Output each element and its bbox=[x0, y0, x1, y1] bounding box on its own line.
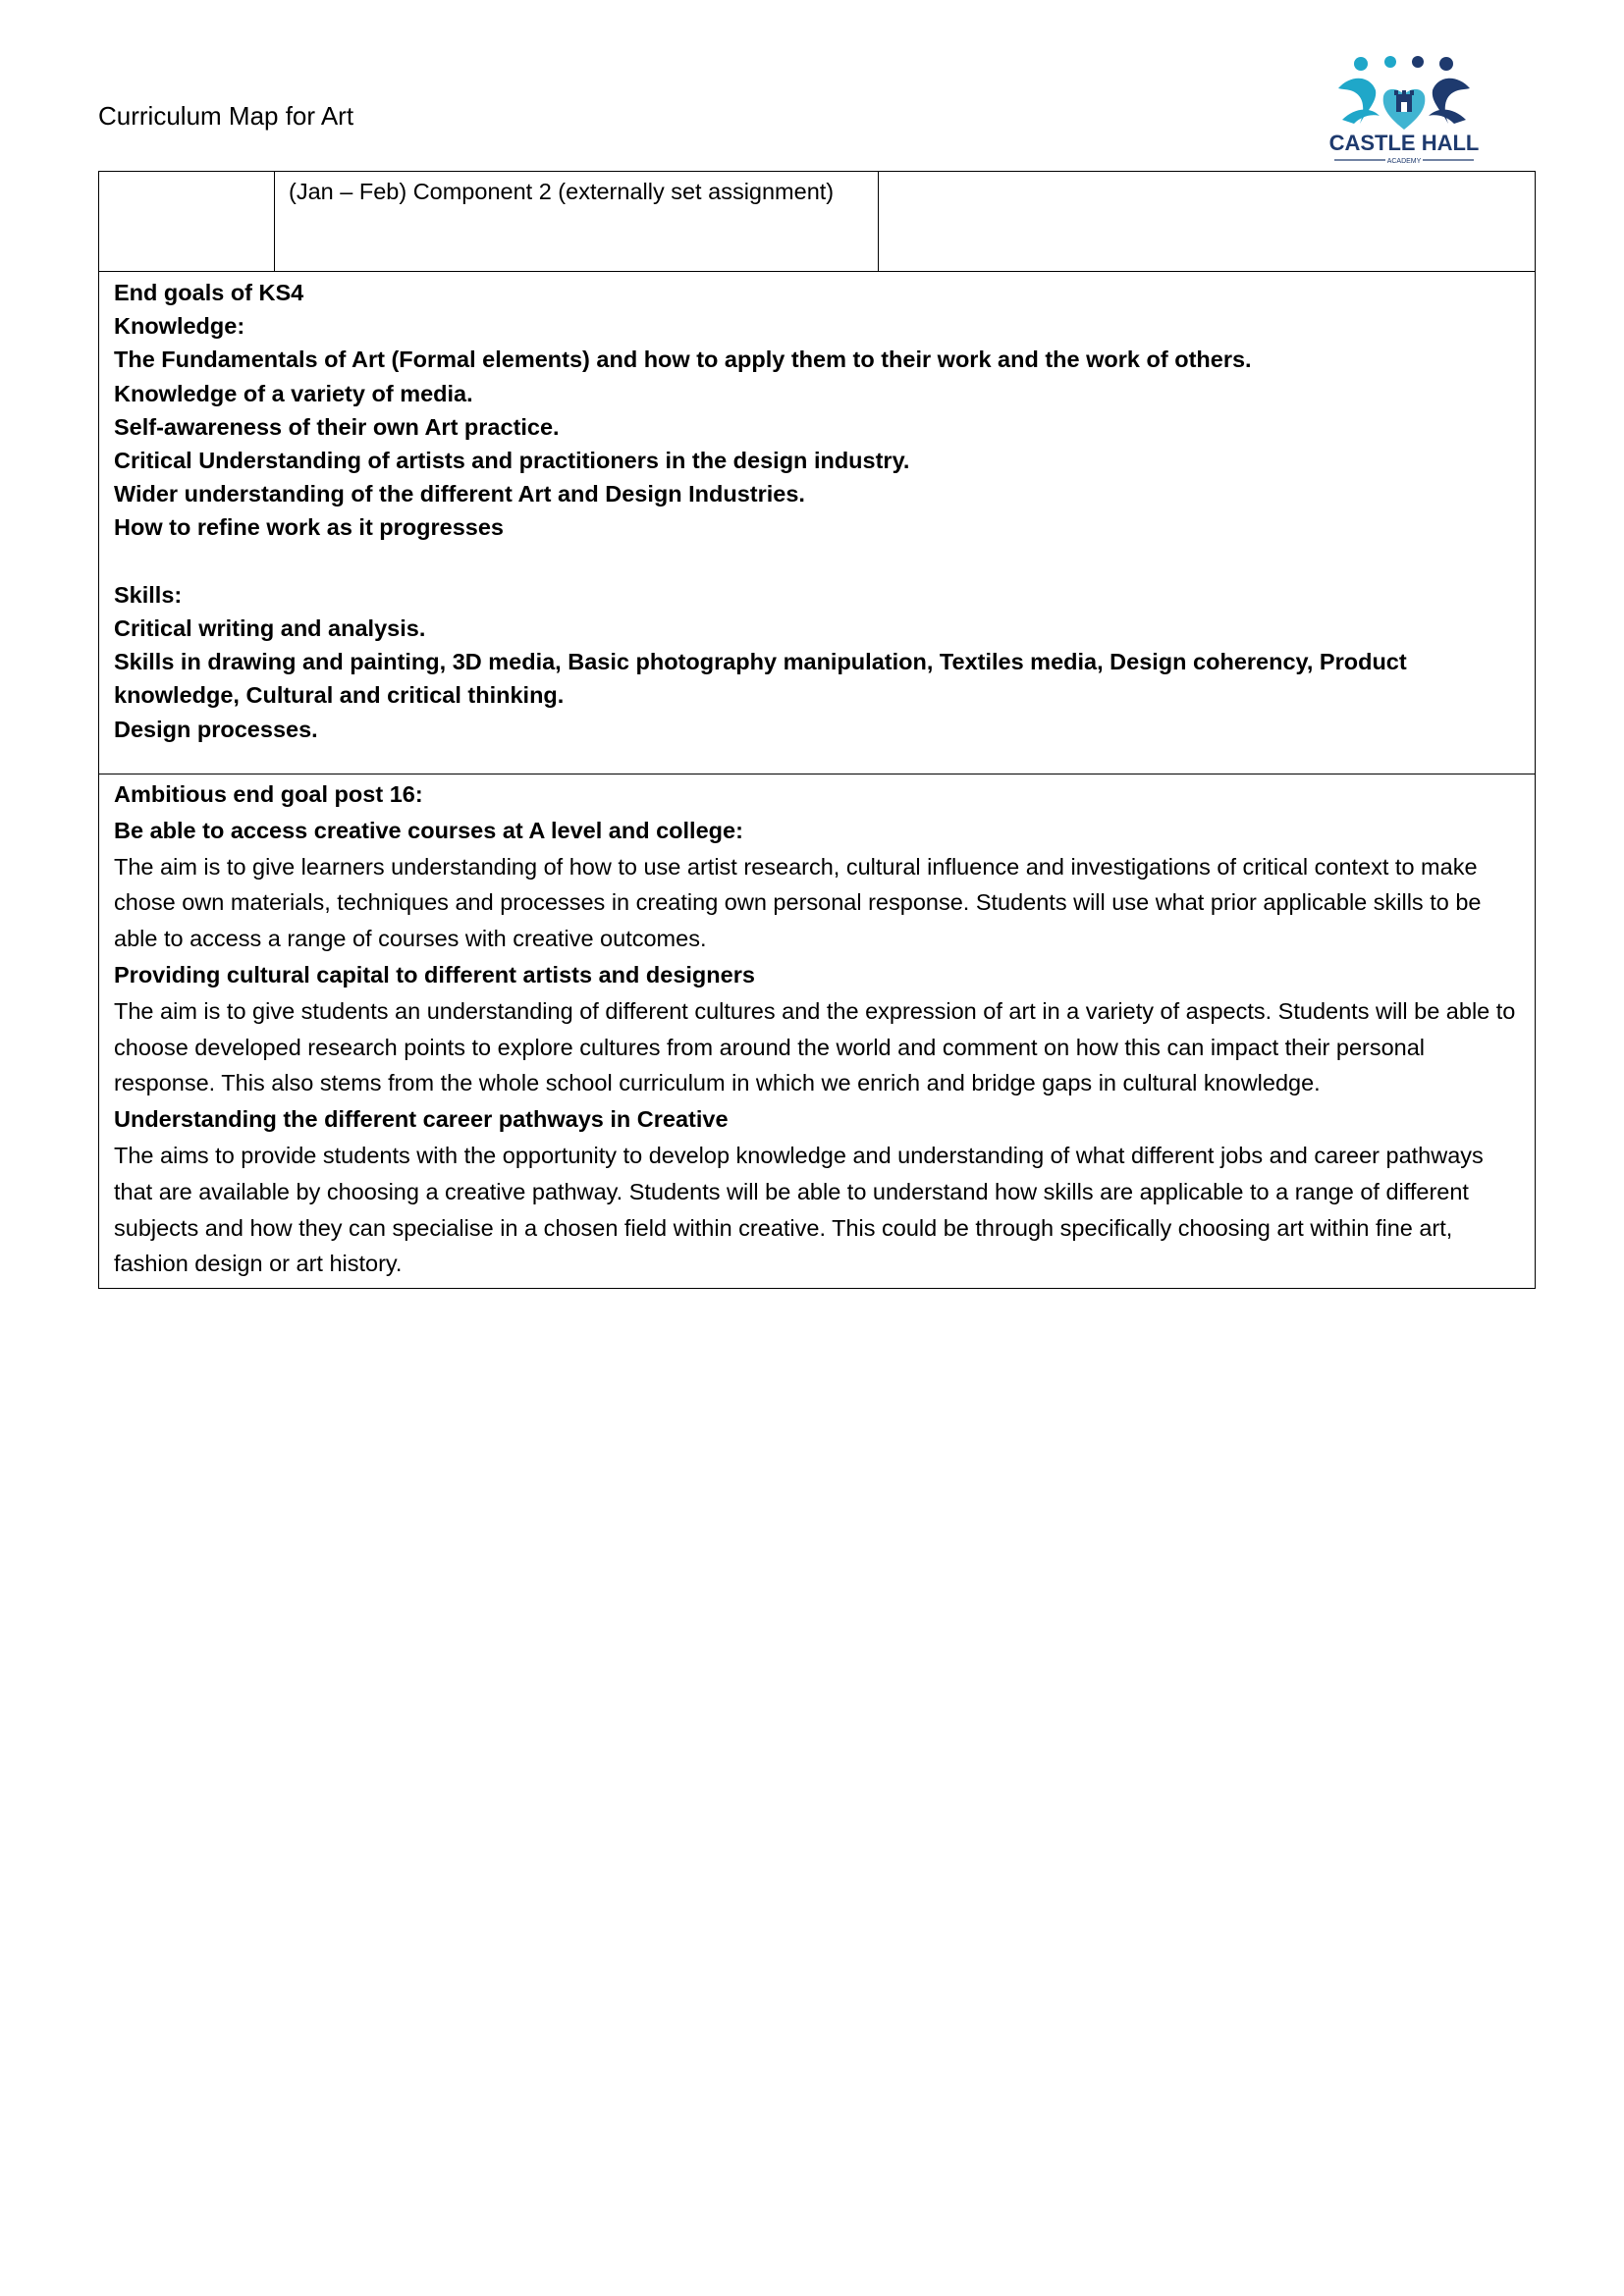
logo-text: CASTLE HALL bbox=[1328, 131, 1480, 155]
section-paragraph: The aim is to give students an understanding of different cultures and the expression of art in a variety of aspects. Students will be able to choose developed research points to explore cultures from around the world and comment on how this can impact their personal response. This also stems from the whole school curriculum in which we enrich and bridge gaps in cultural knowledge. bbox=[114, 997, 1516, 1096]
end-goals-section bbox=[99, 272, 1535, 774]
spacer bbox=[114, 545, 1521, 578]
knowledge-item: The Fundamentals of Art (Formal elements) and how to apply them to their work and the work of others. bbox=[114, 347, 1252, 373]
skills-item: Design processes. bbox=[114, 716, 318, 742]
knowledge-item: Self-awareness of their own Art practice. bbox=[114, 413, 560, 440]
knowledge-item: Critical Understanding of artists and practitioners in the design industry. bbox=[114, 448, 910, 474]
skills-item: Critical writing and analysis. bbox=[114, 615, 426, 642]
top-row-cell-3 bbox=[879, 172, 1535, 271]
knowledge-item: Wider understanding of the different Art and Design Industries. bbox=[114, 481, 805, 507]
section-heading: Understanding the different career pathways in Creative bbox=[114, 1106, 729, 1133]
knowledge-item: How to refine work as it progresses bbox=[114, 514, 504, 541]
castle-hall-logo bbox=[1321, 51, 1488, 167]
table-row-top bbox=[99, 172, 1535, 272]
top-row-cell-2: (Jan – Feb) Component 2 (externally set assignment) bbox=[275, 172, 879, 271]
page-title: Curriculum Map for Art bbox=[98, 101, 354, 131]
section-heading: Be able to access creative courses at A level and college: bbox=[114, 817, 743, 843]
curriculum-table bbox=[98, 171, 1536, 1289]
skills-item: Skills in drawing and painting, 3D media, Basic photography manipulation, Textiles media, Design coherency, Product knowledge, Cultural and critical thinking. bbox=[114, 649, 1407, 709]
section-heading: Providing cultural capital to different artists and designers bbox=[114, 961, 755, 988]
end-goals-title: End goals of KS4 bbox=[114, 280, 304, 305]
ambitious-title: Ambitious end goal post 16: bbox=[114, 781, 423, 807]
section-paragraph: The aims to provide students with the opportunity to develop knowledge and understanding of what different jobs and career pathways that are available by choosing a creative pathway. Students will be able to understand how skills are applicable to a range of different subjects and how they can specialise in a chosen field within creative. This could be through specifically choosing art within fine art, fashion design or art history. bbox=[114, 1142, 1484, 1277]
logo-subtext: ACADEMY bbox=[1386, 158, 1422, 165]
knowledge-label: Knowledge: bbox=[114, 313, 245, 340]
skills-label: Skills: bbox=[114, 581, 183, 608]
top-row-cell-1 bbox=[99, 172, 275, 271]
ambitious-goals-section bbox=[99, 774, 1535, 1288]
knowledge-item: Knowledge of a variety of media. bbox=[114, 380, 473, 406]
section-paragraph: The aim is to give learners understanding of how to use artist research, cultural influence and investigations of critical context to make chose own materials, techniques and processes in creating own personal response. Students will use what prior applicable skills to be able to access a range of courses with creative outcomes. bbox=[114, 853, 1482, 952]
